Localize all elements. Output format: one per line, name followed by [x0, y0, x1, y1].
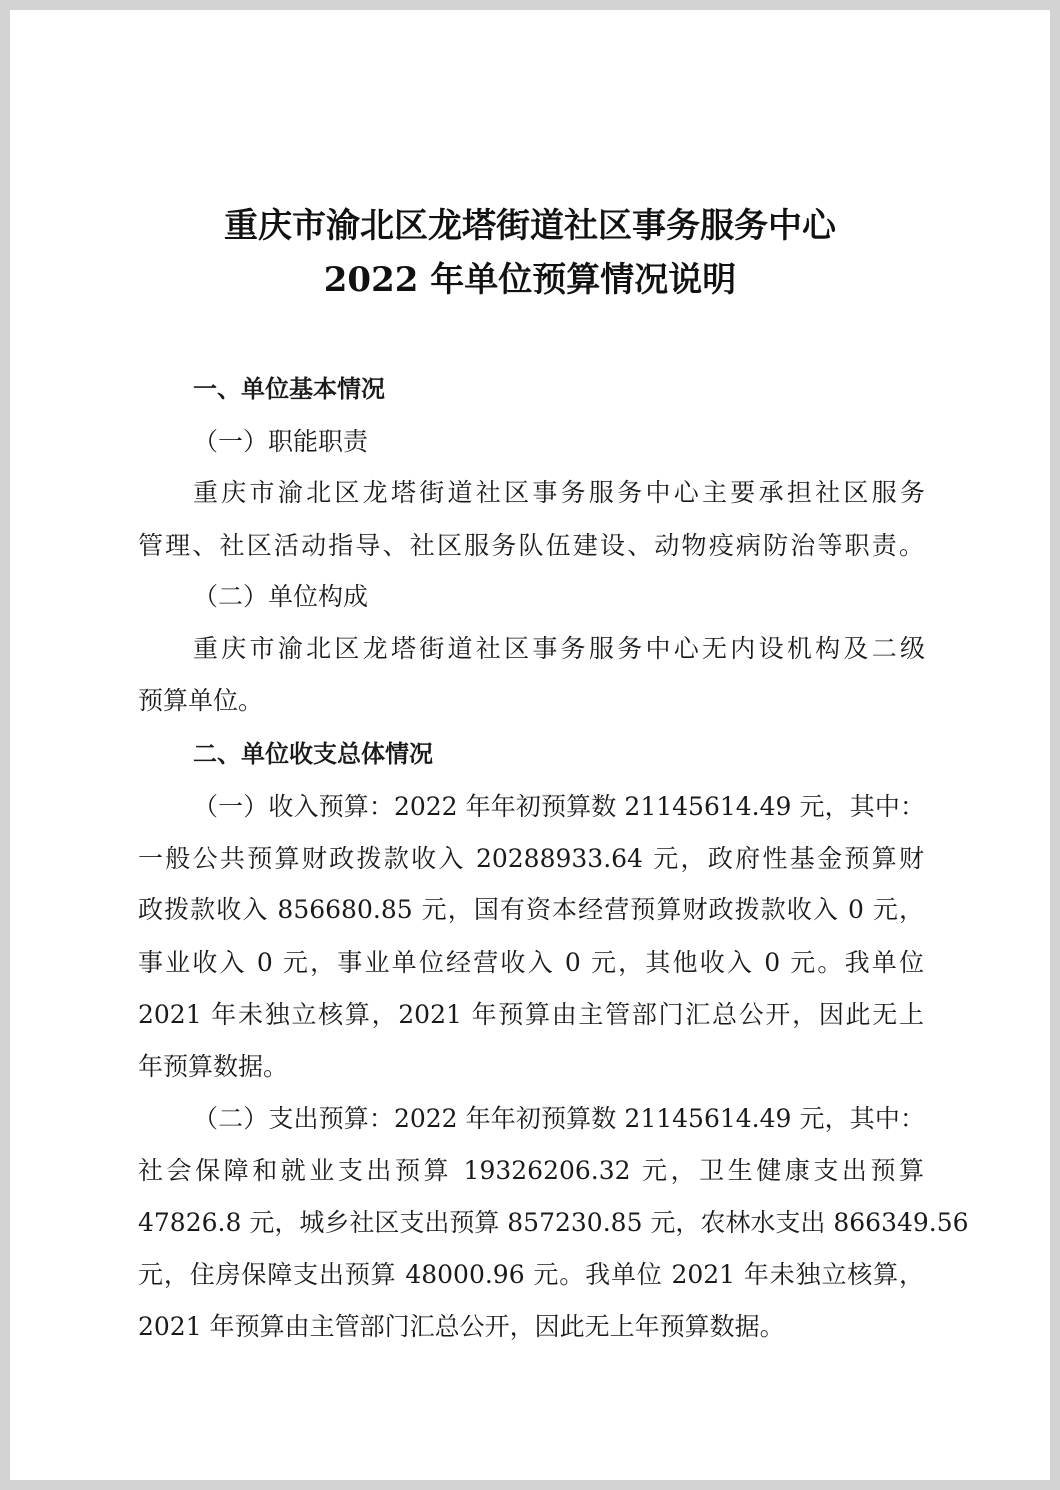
paragraph-line: 重庆市渝北区龙塔街道社区事务服务中心无内设机构及二级 [193, 634, 925, 663]
paragraph-line: 社会保障和就业支出预算 19326206.32 元，卫生健康支出预算 [138, 1156, 924, 1185]
document-page [10, 10, 1050, 1480]
document-title-line-2: 2022 年单位预算情况说明 [323, 260, 737, 300]
paragraph-line: （一）收入预算：2022 年年初预算数 21145614.49 元，其中： [193, 792, 925, 821]
document-title-line-1: 重庆市渝北区龙塔街道社区事务服务中心 [224, 206, 836, 246]
section-heading-budget-overview: 二、单位收支总体情况 [193, 740, 433, 768]
subheading-composition: （二）单位构成 [193, 582, 369, 611]
paragraph-line: 管理、社区活动指导、社区服务队伍建设、动物疫病防治等职责。 [138, 531, 924, 560]
paragraph-line: 一般公共预算财政拨款收入 20288933.64 元，政府性基金预算财 [138, 844, 924, 873]
paragraph-line: 2021 年未独立核算，2021 年预算由主管部门汇总公开，因此无上 [138, 1000, 924, 1029]
paragraph-line: 重庆市渝北区龙塔街道社区事务服务中心主要承担社区服务 [193, 478, 925, 507]
section-heading-basic-info: 一、单位基本情况 [193, 375, 385, 403]
paragraph-line: 政拨款收入 856680.85 元，国有资本经营预算财政拨款收入 0 元， [138, 895, 924, 924]
paragraph-line: 元，住房保障支出预算 48000.96 元。我单位 2021 年未独立核算， [138, 1260, 924, 1289]
paragraph-line: 事业收入 0 元，事业单位经营收入 0 元，其他收入 0 元。我单位 [138, 948, 924, 977]
paragraph-line: 预算单位。 [138, 686, 264, 715]
paragraph-line: 年预算数据。 [138, 1052, 289, 1081]
paragraph-line: 47826.8 元，城乡社区支出预算 857230.85 元，农林水支出 866349.56 [138, 1208, 969, 1237]
paragraph-line: （二）支出预算：2022 年年初预算数 21145614.49 元，其中： [193, 1104, 925, 1133]
subheading-functions: （一）职能职责 [193, 427, 369, 456]
paragraph-line: 2021 年预算由主管部门汇总公开，因此无上年预算数据。 [138, 1312, 785, 1341]
